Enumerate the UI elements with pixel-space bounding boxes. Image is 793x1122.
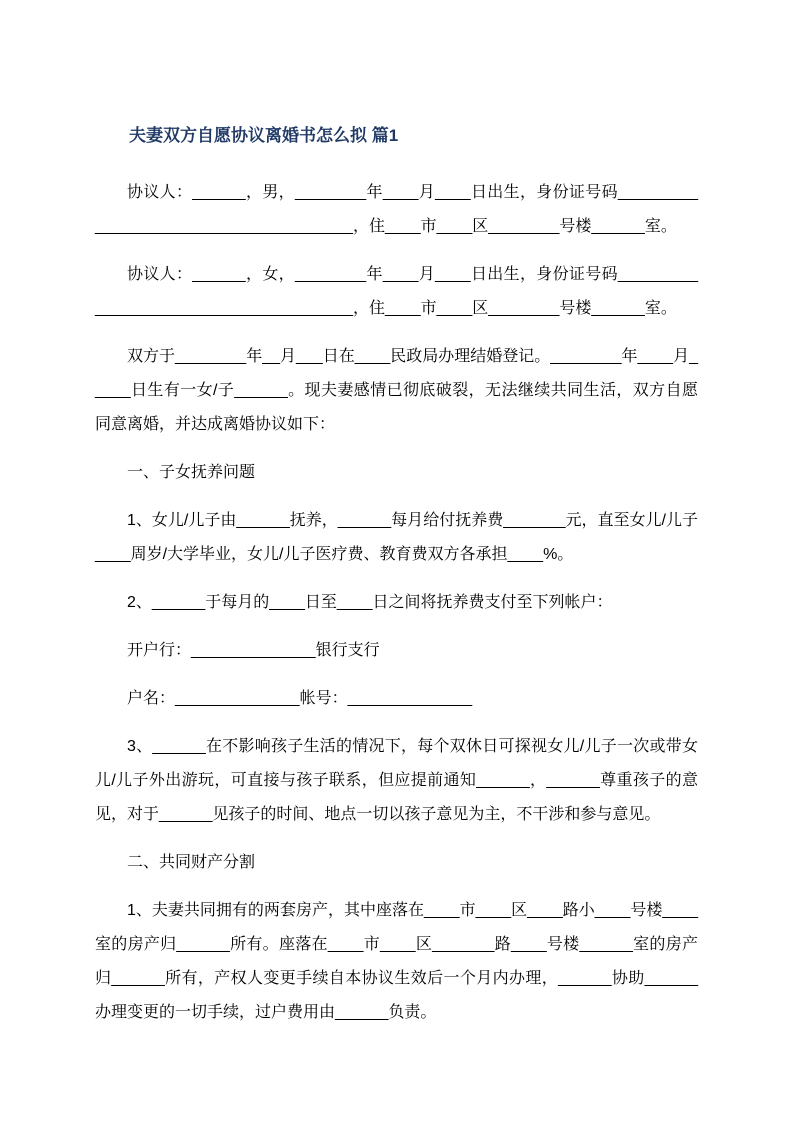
paragraph-party-male: 协议人：______，男，________年____月____日出生，身份证号码______________________________________，住____市____区________号楼______室。 bbox=[95, 184, 698, 235]
paragraph-custody-item-2: 2、______于每月的____日至____日之间将抚养费支付至下列帐户： bbox=[127, 594, 613, 611]
paragraph-bank-branch: 开户行：______________银行支行 bbox=[127, 642, 380, 659]
paragraph-party-female: 协议人：______，女，________年____月____日出生，身份证号码______________________________________，住____市____区________号楼______室。 bbox=[95, 266, 698, 317]
paragraph-custody-item-3: 3、______在不影响孩子生活的情况下，每个双休日可探视女儿/儿子一次或带女儿/儿子外出游玩，可直接与孩子联系，但应提前通知______，______尊重孩子的意见，对于______见孩子的时间、地点一切以孩子意见为主，不干涉和参与意见。 bbox=[95, 738, 698, 823]
paragraph-property-item-1: 1、夫妻共同拥有的两套房产，其中座落在____市____区____路小____号楼____室的房产归______所有。座落在____市____区_______路____号楼______室的房产归______所有，产权人变更手续自本协议生效后一个月内办理，______协助______办理变更的一切手续，过户费用由______负责。 bbox=[95, 902, 698, 1021]
paragraph-marriage-registration: 双方于________年__月___日在____民政局办理结婚登记。________年____月_____日生有一女/子______。现夫妻感情已彻底破裂，无法继续共同生活，双方自愿同意离婚，并达成离婚协议如下： bbox=[95, 348, 698, 433]
section-heading-property-division: 二、共同财产分割 bbox=[127, 854, 256, 871]
paragraph-account-info: 户名：______________帐号：______________ bbox=[127, 690, 473, 707]
section-heading-child-custody: 一、子女抚养问题 bbox=[127, 464, 256, 481]
document-title: 夫妻双方自愿协议离婚书怎么拟 篇1 bbox=[129, 126, 399, 145]
paragraph-custody-item-1: 1、女儿/儿子由______抚养，______每月给付抚养费_______元，直至女儿/儿子____周岁/大学毕业，女儿/儿子医疗费、教育费双方各承担____%。 bbox=[95, 512, 698, 563]
